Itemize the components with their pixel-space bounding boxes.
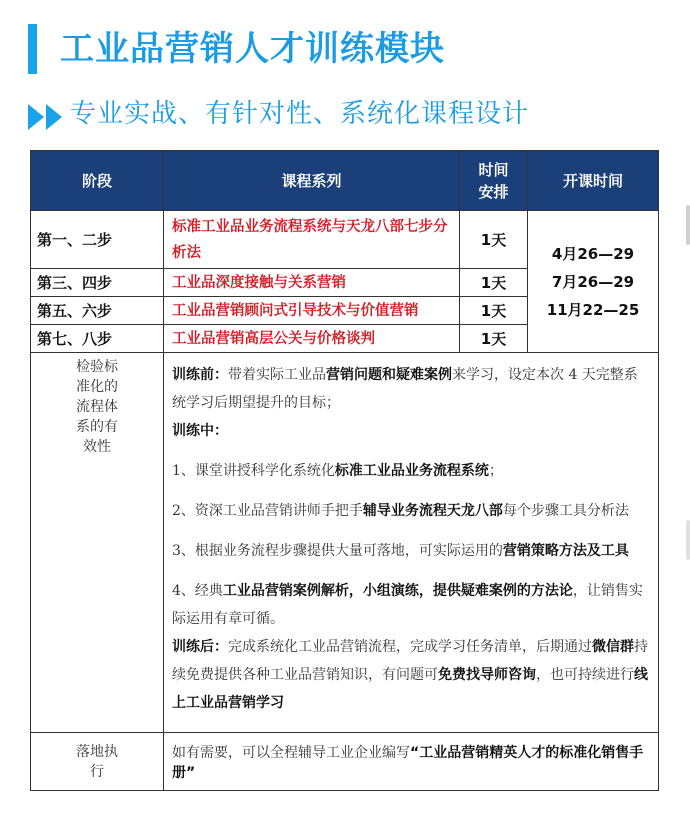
course-table	[30, 150, 659, 791]
open-dates-cell	[528, 211, 659, 353]
days-cell: 1天	[460, 211, 528, 269]
mid-training-title: 训练中：	[172, 423, 228, 439]
table-row	[31, 211, 659, 269]
open-date: 4月26—29	[551, 244, 635, 263]
table-header-row	[31, 151, 659, 211]
double-arrow-icon	[28, 100, 70, 134]
training-item-4: 4、经典工业品营销案例解析，小组演练，提供疑难案例的方法论，让销售实际运用有章可循。	[172, 583, 643, 627]
scrollbar-thumb[interactable]	[686, 205, 690, 245]
verify-detail-cell	[164, 353, 659, 733]
scrollbar-thumb-secondary[interactable]	[686, 520, 690, 560]
stage-cell: 第一、二步	[31, 211, 164, 269]
days-cell: 1天	[460, 325, 528, 353]
days-cell: 1天	[460, 297, 528, 325]
course-cell: 工业品深度接触与关系营销	[164, 269, 460, 297]
stage-cell: 第三、四步	[31, 269, 164, 297]
landing-row	[31, 733, 659, 791]
landing-label-cell	[31, 733, 164, 791]
header-stage: 阶段	[31, 151, 164, 211]
open-date: 11月22—25	[546, 300, 640, 319]
header-open-date: 开课时间	[528, 151, 659, 211]
header-series: 课程系列	[164, 151, 460, 211]
training-item-3: 3、根据业务流程步骤提供大量可落地，可实际运用的营销策略方法及工具	[172, 543, 629, 559]
title-accent-bar	[28, 24, 37, 74]
stage-cell: 第五、六步	[31, 297, 164, 325]
landing-label: 落地执行	[76, 743, 118, 780]
page-subtitle: 专业实战、有针对性、系统化课程设计	[70, 99, 530, 129]
verify-label: 检验标准化的流程体系的有效性	[76, 359, 118, 455]
page-title: 工业品营销人才训练模块	[60, 29, 445, 69]
days-cell: 1天	[460, 269, 528, 297]
landing-detail-cell: 如有需要，可以全程辅导工业企业编写“工业品营销精英人才的标准化销售手册”	[164, 733, 659, 791]
header-time: 时间安排	[460, 151, 528, 211]
training-item-1: 1、课堂讲授科学化系统化标准工业品业务流程系统；	[172, 463, 503, 479]
course-cell: 工业品营销高层公关与价格谈判	[164, 325, 460, 353]
stage-cell: 第七、八步	[31, 325, 164, 353]
open-date: 7月26—29	[551, 272, 635, 291]
training-item-2: 2、资深工业品营销讲师手把手辅导业务流程天龙八部每个步骤工具分析法	[172, 503, 629, 519]
post-training-paragraph: 训练后：完成系统化工业品营销流程，完成学习任务清单，后期通过微信群持续免费提供各种工业品营销知识，有问题可免费找导师咨询，也可持续进行线上工业品营销学习	[172, 639, 648, 711]
verify-row	[31, 353, 659, 733]
course-cell: 工业品营销顾问式引导技术与价值营销	[164, 297, 460, 325]
course-cell: 标准工业品业务流程系统与天龙八部七步分析法	[164, 211, 460, 269]
verify-label-cell	[31, 353, 164, 733]
pre-training-paragraph: 训练前：带着实际工业品营销问题和疑难案例来学习，设定本次 4 天完整系统学习后期望提升的目标；	[172, 367, 638, 411]
